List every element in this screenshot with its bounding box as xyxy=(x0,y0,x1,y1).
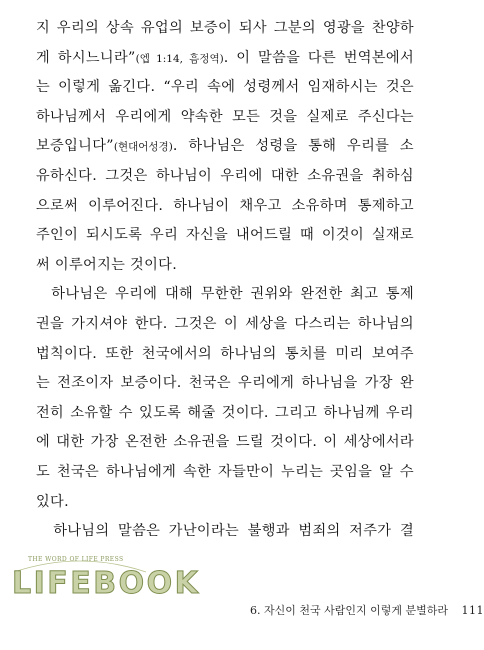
text-segment: 주인이 되시도록 우리 자신을 내어드릴 때 이것이 실재로 xyxy=(36,227,414,244)
logo-wordmark: LIFEBOOK xyxy=(12,566,201,601)
page-number: 111 xyxy=(461,604,484,617)
text-line xyxy=(36,44,414,74)
text-segment: 하나님의 말씀은 가난이라는 불행과 범죄의 저주가 결 xyxy=(36,523,414,540)
text-line xyxy=(36,310,414,340)
text-line xyxy=(36,251,414,281)
text-segment: 에 대한 가장 온전한 소유권을 드릴 것이다. 이 세상에서라 xyxy=(36,434,414,451)
page-footer xyxy=(250,602,484,618)
text-line xyxy=(36,73,414,103)
text-segment: 권을 가지셔야 한다. 그것은 이 세상을 다스리는 하나님의 xyxy=(36,315,414,332)
text-line xyxy=(36,369,414,399)
text-segment: . 하나님은 성령을 통해 우리를 소 xyxy=(172,138,414,155)
text-line xyxy=(36,399,414,429)
citation: (엡 1:14, 흠정역) xyxy=(135,52,224,65)
text-line xyxy=(36,340,414,370)
text-line xyxy=(36,14,414,44)
text-line xyxy=(36,103,414,133)
text-line xyxy=(36,488,414,518)
text-segment: 있다. xyxy=(36,493,69,510)
text-segment: 도 천국은 하나님에게 속한 자들만이 누리는 곳임을 알 수 xyxy=(36,463,414,480)
paragraph xyxy=(36,14,414,280)
text-line xyxy=(36,132,414,162)
text-line xyxy=(36,221,414,251)
text-line xyxy=(36,162,414,192)
text-line xyxy=(36,428,414,458)
text-segment: 유하신다. 그것은 하나님이 우리에 대한 소유권을 취하심 xyxy=(36,167,414,184)
text-segment: . 이 말씀을 다른 번역본에서 xyxy=(223,49,415,66)
text-line xyxy=(36,192,414,222)
paragraph xyxy=(36,280,414,517)
text-segment: 전히 소유할 수 있도록 해줄 것이다. 그리고 하나님께 우리 xyxy=(36,404,414,421)
text-segment: 보증입니다” xyxy=(36,138,114,155)
text-segment: 게 하시느니라” xyxy=(36,49,136,66)
publisher-logo xyxy=(6,556,201,612)
text-segment: 법칙이다. 또한 천국에서의 하나님의 통치를 미리 보여주 xyxy=(36,345,414,362)
text-segment: 써 이루어지는 것이다. xyxy=(36,256,178,273)
text-line xyxy=(36,458,414,488)
running-footer-chapter: 6. 자신이 천국 사람인지 이렇게 분별하라 xyxy=(250,604,448,617)
text-segment: 지 우리의 상속 유업의 보증이 되사 그분의 영광을 찬양하 xyxy=(36,20,414,36)
text-segment: 는 전조이자 보증이다. 천국은 우리에게 하나님을 가장 완 xyxy=(36,375,414,392)
text-segment: 하나님께서 우리에게 약속한 모든 것을 실제로 주신다는 xyxy=(36,108,414,125)
text-line xyxy=(36,517,414,547)
body-text xyxy=(36,14,414,547)
text-segment: 하나님은 우리에 대해 무한한 권위와 완전한 최고 통제 xyxy=(36,286,414,303)
text-segment: 는 이렇게 옮긴다. “우리 속에 성령께서 임재하시는 것은 xyxy=(36,79,414,96)
text-line xyxy=(36,280,414,310)
text-segment: 으로써 이루어진다. 하나님이 채우고 소유하며 통제하고 xyxy=(36,197,414,214)
paragraph xyxy=(36,517,414,547)
citation: (현대어성경) xyxy=(113,141,173,154)
logo-tagline: THE WORD OF LIFE PRESS xyxy=(28,556,124,563)
